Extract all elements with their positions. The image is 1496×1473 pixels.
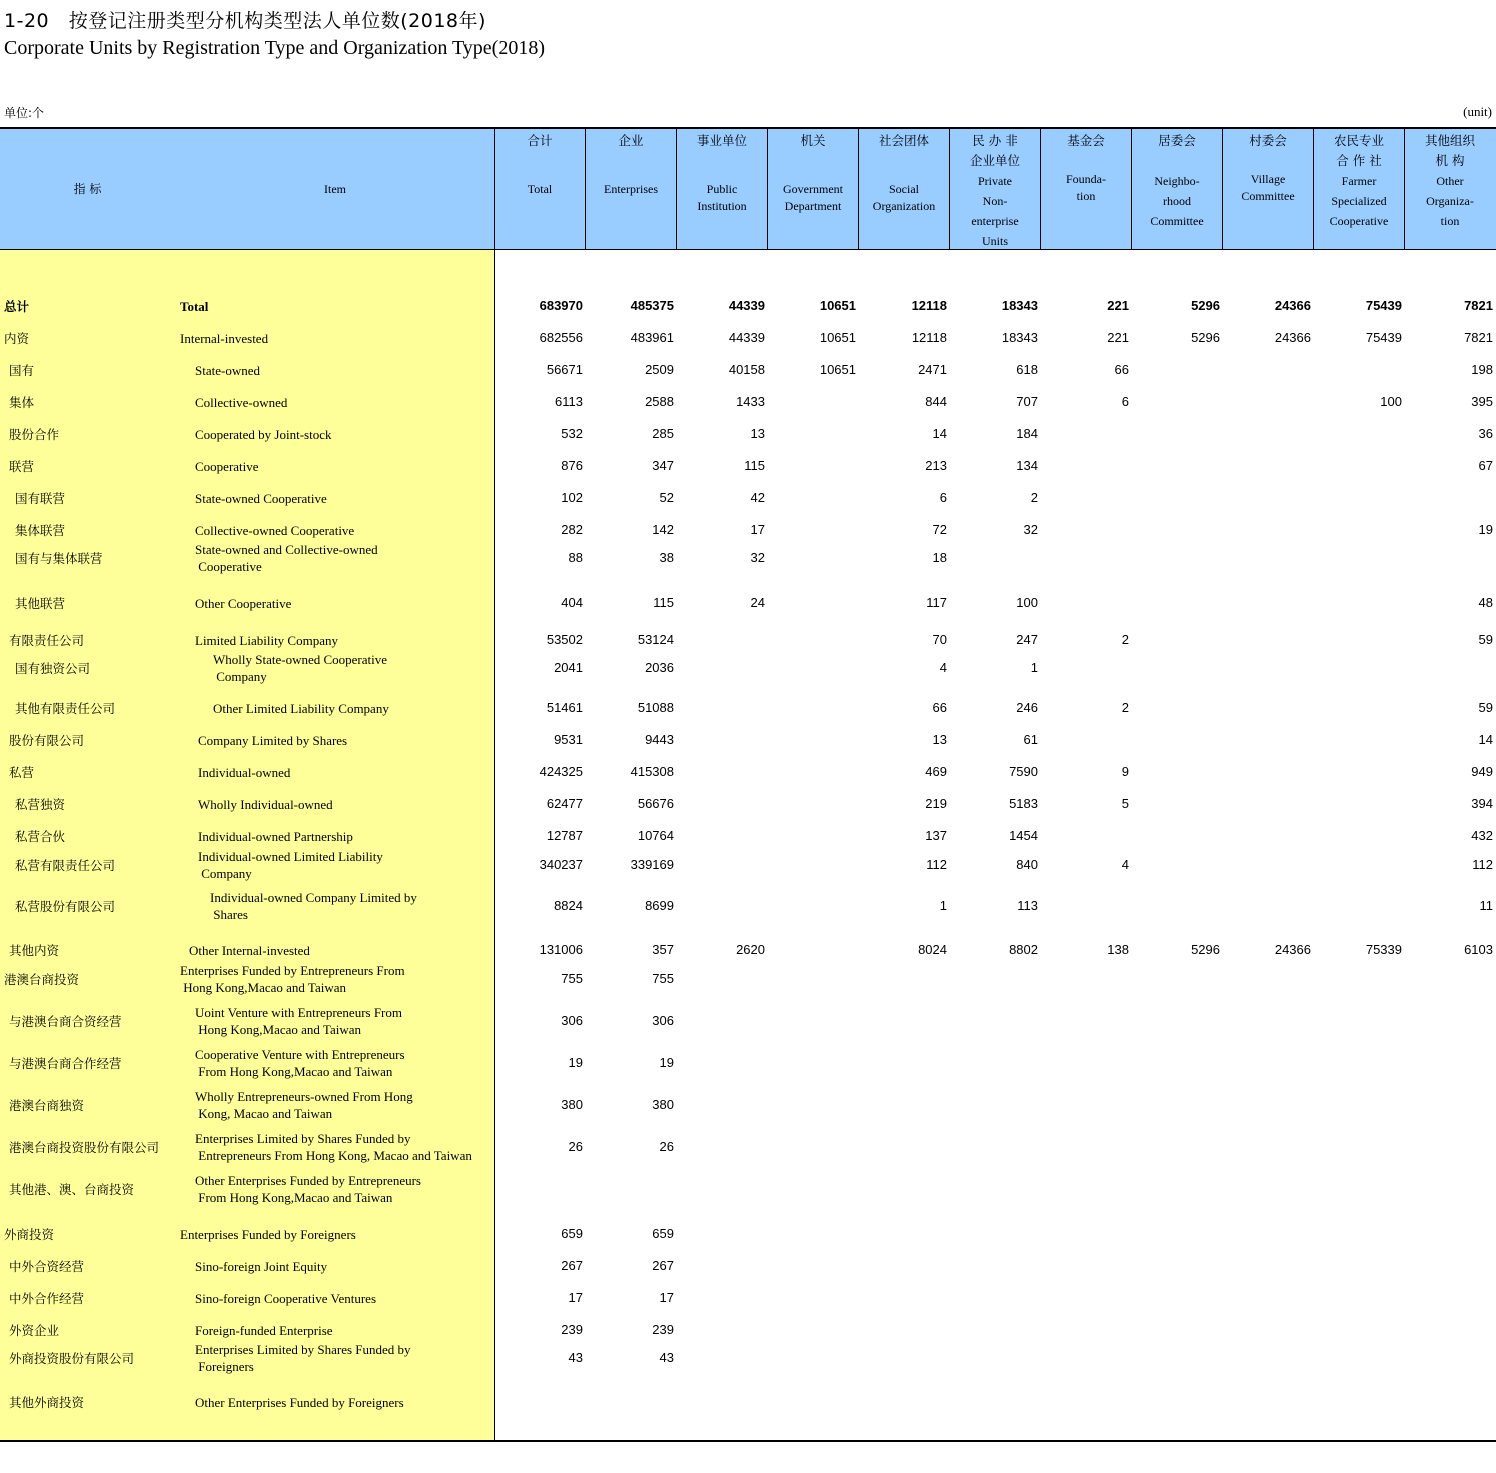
header-col-en: Village Committee: [1241, 172, 1295, 203]
cell-value: 48: [1478, 595, 1493, 610]
cell-value: 9531: [554, 732, 583, 747]
row-label-en: Other Internal-invested: [189, 943, 310, 958]
row-label-cn: 港澳台商投资股份有限公司: [9, 1140, 160, 1155]
row-label-cn: 中外合作经营: [9, 1291, 85, 1306]
data-table: [0, 127, 1496, 1442]
row-label-en: Sino-foreign Cooperative Ventures: [195, 1291, 376, 1306]
row-label-cn: 其他外商投资: [9, 1395, 85, 1410]
cell-value: 10651: [819, 362, 856, 377]
row-label-cn: 联营: [9, 459, 35, 474]
cell-value: 844: [925, 394, 947, 409]
cell-value: 2041: [554, 660, 583, 675]
cell-value: 12787: [546, 828, 583, 843]
cell-value: 59: [1478, 632, 1493, 647]
row-label-en: State-owned: [195, 363, 260, 378]
cell-value: 43: [568, 1350, 583, 1365]
cell-value: 618: [1016, 362, 1038, 377]
cell-value: 17: [750, 522, 765, 537]
cell-value: 247: [1016, 632, 1038, 647]
row-label-en: Limited Liability Company: [195, 633, 338, 648]
header-col-en: Farmer Specialized Cooperative: [1329, 174, 1389, 228]
row-label-en: Uoint Venture with Entrepreneurs From Hong Kong,Macao and Taiwan: [195, 1005, 402, 1037]
header-col-cn: 基金会: [1067, 133, 1105, 148]
cell-value: 267: [652, 1258, 674, 1273]
cell-value: 138: [1107, 942, 1129, 957]
header-col-cn: 民 办 非 企业单位: [969, 133, 1020, 168]
cell-value: 24366: [1274, 298, 1311, 313]
cell-value: 5296: [1191, 298, 1220, 313]
cell-value: 14: [1478, 732, 1493, 747]
row-label-en: Wholly Individual-owned: [198, 797, 333, 812]
row-label-cn: 私营: [9, 765, 35, 780]
cell-value: 707: [1016, 394, 1038, 409]
header-col-cn: 事业单位: [696, 133, 747, 148]
cell-value: 32: [750, 550, 765, 565]
cell-value: 18343: [1001, 298, 1038, 313]
cell-value: 219: [925, 796, 947, 811]
cell-value: 32: [1023, 522, 1038, 537]
cell-value: 483961: [630, 330, 674, 345]
cell-value: 131006: [539, 942, 583, 957]
cell-value: 43: [659, 1350, 674, 1365]
row-label-en: Wholly State-owned Cooperative Company: [213, 652, 388, 684]
header-col-9: [1222, 129, 1313, 249]
header-col-4: [767, 129, 858, 249]
cell-value: 75339: [1365, 942, 1402, 957]
row-label-en: State-owned and Collective-owned Cooperative: [195, 542, 378, 574]
table-header: [0, 129, 1496, 250]
row-label-en: Individual-owned Company Limited by Shares: [210, 890, 417, 922]
cell-value: 682556: [539, 330, 583, 345]
row-label-en: Individual-owned Partnership: [198, 829, 353, 844]
cell-value: 53502: [546, 632, 583, 647]
row-label-en: State-owned Cooperative: [195, 491, 327, 506]
cell-value: 112: [926, 857, 947, 872]
row-label-en: Enterprises Limited by Shares Funded by Foreigners: [195, 1342, 411, 1374]
row-label-cn: 港澳台商独资: [9, 1098, 85, 1113]
cell-value: 5: [1121, 796, 1129, 811]
cell-value: 395: [1471, 394, 1493, 409]
cell-value: 26: [659, 1139, 674, 1154]
cell-value: 2471: [918, 362, 947, 377]
header-col-10: [1313, 129, 1404, 249]
cell-value: 755: [652, 971, 674, 986]
row-label-cn: 私营独资: [15, 797, 66, 812]
cell-value: 306: [652, 1013, 674, 1028]
cell-value: 5296: [1191, 942, 1220, 957]
header-col-7: [1040, 129, 1131, 249]
cell-value: 7821: [1464, 330, 1493, 345]
cell-value: 12118: [911, 298, 947, 313]
header-col-cn: 机关: [800, 133, 826, 148]
cell-value: 88: [568, 550, 583, 565]
cell-value: 18: [932, 550, 947, 565]
row-label-cn: 外商投资: [4, 1227, 55, 1242]
cell-value: 6: [1121, 394, 1129, 409]
header-col-en: Enterprises: [604, 182, 658, 196]
row-label-cn: 有限责任公司: [9, 633, 85, 648]
cell-value: 44339: [728, 298, 765, 313]
header-col-5: [858, 129, 949, 249]
row-label-cn: 中外合资经营: [9, 1259, 85, 1274]
cell-value: 10764: [637, 828, 674, 843]
cell-value: 113: [1017, 898, 1038, 913]
cell-value: 12118: [911, 330, 947, 345]
column-divider: [494, 250, 495, 1440]
cell-value: 282: [561, 522, 583, 537]
cell-value: 59: [1478, 700, 1493, 715]
cell-value: 424325: [539, 764, 583, 779]
header-col-11: [1404, 129, 1495, 249]
row-label-en: Sino-foreign Joint Equity: [195, 1259, 328, 1274]
header-item-en: Item: [324, 182, 346, 196]
cell-value: 137: [925, 828, 947, 843]
cell-value: 112: [1472, 857, 1493, 872]
cell-value: 4: [939, 660, 947, 675]
cell-value: 213: [925, 458, 947, 473]
row-label-en: Wholly Entrepreneurs-owned From Hong Kong, Macao and Taiwan: [195, 1089, 413, 1121]
cell-value: 221: [1107, 298, 1129, 313]
cell-value: 18343: [1001, 330, 1038, 345]
cell-value: 659: [652, 1226, 674, 1241]
cell-value: 56671: [546, 362, 583, 377]
cell-value: 8802: [1009, 942, 1038, 957]
row-label-cn: 私营股份有限公司: [15, 899, 116, 914]
cell-value: 394: [1471, 796, 1493, 811]
cell-value: 840: [1016, 857, 1038, 872]
cell-value: 1454: [1009, 828, 1038, 843]
row-label-cn: 外资企业: [9, 1323, 60, 1338]
cell-value: 142: [652, 522, 674, 537]
cell-value: 75439: [1365, 298, 1402, 313]
cell-value: 52: [659, 490, 674, 505]
cell-value: 683970: [539, 298, 583, 313]
cell-value: 340237: [539, 857, 583, 872]
cell-value: 755: [561, 971, 583, 986]
cell-value: 246: [1016, 700, 1038, 715]
row-label-cn: 其他有限责任公司: [15, 701, 116, 716]
cell-value: 239: [652, 1322, 674, 1337]
row-label-cn: 其他联营: [15, 596, 66, 611]
cell-value: 102: [561, 490, 583, 505]
cell-value: 51088: [637, 700, 674, 715]
row-label-en: Enterprises Funded by Entrepreneurs From Hong Kong,Macao and Taiwan: [180, 963, 405, 995]
row-label-cn: 私营有限责任公司: [15, 858, 116, 873]
cell-value: 70: [932, 632, 947, 647]
cell-value: 19: [568, 1055, 583, 1070]
row-label-en: Enterprises Limited by Shares Funded by Entrepreneurs From Hong Kong, Macao and Taiwan: [195, 1131, 472, 1163]
cell-value: 14: [932, 426, 947, 441]
cell-value: 26: [568, 1139, 583, 1154]
row-label-cn: 总计: [4, 299, 30, 314]
row-label-cn: 港澳台商投资: [4, 972, 80, 987]
table-title-en: Corporate Units by Registration Type and Organization Type(2018): [4, 37, 545, 59]
row-label-cn: 国有独资公司: [15, 661, 91, 676]
cell-value: 485375: [630, 298, 674, 313]
cell-value: 2509: [645, 362, 674, 377]
cell-value: 75439: [1365, 330, 1402, 345]
header-col-cn: 合计: [527, 133, 553, 148]
row-label-en: Cooperative: [195, 459, 259, 474]
cell-value: 10651: [819, 330, 856, 345]
cell-value: 8824: [554, 898, 583, 913]
cell-value: 1: [939, 898, 947, 913]
row-label-en: Total: [180, 299, 209, 314]
cell-value: 51461: [546, 700, 583, 715]
header-col-en: Public Institution: [697, 182, 747, 213]
row-label-en: Other Limited Liability Company: [213, 701, 389, 716]
cell-value: 659: [561, 1226, 583, 1241]
row-label-cn: 其他内资: [9, 943, 60, 958]
row-label-cn: 集体: [9, 395, 35, 410]
cell-value: 36: [1478, 426, 1493, 441]
row-label-en: Cooperated by Joint-stock: [195, 427, 332, 442]
cell-value: 10651: [819, 298, 856, 313]
row-label-en: Enterprises Funded by Foreigners: [180, 1227, 356, 1242]
cell-value: 6103: [1464, 942, 1493, 957]
unit-label-en: (unit): [1463, 104, 1492, 119]
cell-value: 13: [750, 426, 765, 441]
cell-value: 53124: [637, 632, 674, 647]
cell-value: 117: [926, 595, 947, 610]
cell-value: 6: [939, 490, 947, 505]
cell-value: 19: [1478, 522, 1493, 537]
cell-value: 347: [652, 458, 674, 473]
cell-value: 7821: [1464, 298, 1493, 313]
row-label-cn: 国有联营: [15, 491, 66, 506]
cell-value: 38: [659, 550, 674, 565]
cell-value: 339169: [630, 857, 674, 872]
row-label-en: Cooperative Venture with Entrepreneurs From Hong Kong,Macao and Taiwan: [195, 1047, 405, 1079]
cell-value: 306: [561, 1013, 583, 1028]
cell-value: 4: [1121, 857, 1129, 872]
cell-value: 285: [652, 426, 674, 441]
header-col-cn: 社会团体: [878, 133, 929, 148]
cell-value: 1: [1030, 660, 1038, 675]
cell-value: 56676: [637, 796, 674, 811]
row-label-en: Collective-owned: [195, 395, 288, 410]
cell-value: 380: [561, 1097, 583, 1112]
header-col-3: [676, 129, 767, 249]
row-label-cn: 与港澳台商合作经营: [9, 1056, 122, 1071]
cell-value: 19: [659, 1055, 674, 1070]
cell-value: 184: [1016, 426, 1038, 441]
header-col-cn: 其他组织 机 构: [1424, 133, 1475, 168]
header-col-en: Founda- tion: [1066, 172, 1106, 203]
header-col-cn: 农民专业 合 作 社: [1333, 133, 1384, 168]
cell-value: 949: [1471, 764, 1493, 779]
cell-value: 1433: [736, 394, 765, 409]
row-label-cn: 外商投资股份有限公司: [9, 1351, 135, 1366]
cell-value: 17: [568, 1290, 583, 1305]
cell-value: 61: [1023, 732, 1038, 747]
header-col-en: Neighbo- rhood Committee: [1150, 174, 1204, 228]
cell-value: 5296: [1191, 330, 1220, 345]
cell-value: 239: [561, 1322, 583, 1337]
header-col-6: [949, 129, 1040, 249]
row-label-en: Company Limited by Shares: [198, 733, 348, 748]
cell-value: 42: [750, 490, 765, 505]
header-col-en: Total: [527, 182, 553, 196]
header-col-en: Other Organiza- tion: [1426, 174, 1474, 228]
cell-value: 62477: [546, 796, 583, 811]
cell-value: 432: [1471, 828, 1493, 843]
header-col-cn: 村委会: [1249, 133, 1287, 148]
cell-value: 8699: [645, 898, 674, 913]
row-label-cn: 与港澳台商合资经营: [9, 1014, 122, 1029]
row-label-en: Individual-owned Limited Liability Company: [198, 849, 383, 881]
cell-value: 67: [1478, 458, 1493, 473]
cell-value: 532: [561, 426, 583, 441]
cell-value: 9: [1121, 764, 1129, 779]
cell-value: 6113: [555, 394, 583, 409]
cell-value: 2: [1030, 490, 1038, 505]
header-col-en: Private Non- enterprise Units: [971, 174, 1019, 248]
cell-value: 221: [1107, 330, 1129, 345]
row-label-cn: 国有: [9, 363, 35, 378]
row-label-cn: 股份合作: [9, 427, 60, 442]
cell-value: 2620: [736, 942, 765, 957]
cell-value: 380: [652, 1097, 674, 1112]
table-title-cn: 1-20 按登记注册类型分机构类型法人单位数(2018年): [4, 10, 486, 32]
cell-value: 44339: [728, 330, 765, 345]
cell-value: 415308: [630, 764, 674, 779]
row-label-cn: 集体联营: [15, 523, 66, 538]
cell-value: 2: [1121, 700, 1129, 715]
cell-value: 469: [925, 764, 947, 779]
cell-value: 11: [1479, 898, 1493, 913]
cell-value: 40158: [728, 362, 765, 377]
row-label-en: Other Enterprises Funded by Entrepreneurs From Hong Kong,Macao and Taiwan: [195, 1173, 421, 1205]
cell-value: 72: [932, 522, 947, 537]
cell-value: 13: [932, 732, 947, 747]
cell-value: 357: [652, 942, 674, 957]
cell-value: 100: [1380, 394, 1402, 409]
header-col-8: [1131, 129, 1222, 249]
header-indicator-cn: 指 标: [73, 182, 102, 196]
header-col-en: Social Organization: [872, 182, 936, 213]
row-label-cn: 股份有限公司: [9, 733, 85, 748]
header-col-1: [494, 129, 585, 249]
row-label-cn: 内资: [4, 331, 30, 346]
cell-value: 5183: [1009, 796, 1038, 811]
cell-value: 7590: [1009, 764, 1038, 779]
cell-value: 24366: [1274, 330, 1311, 345]
cell-value: 134: [1016, 458, 1038, 473]
row-label-en: Collective-owned Cooperative: [195, 523, 355, 538]
cell-value: 2588: [645, 394, 674, 409]
cell-value: 267: [561, 1258, 583, 1273]
row-label-cn: 私营合伙: [15, 829, 66, 844]
cell-value: 66: [932, 700, 947, 715]
cell-value: 66: [1114, 362, 1129, 377]
row-label-cn: 其他港、澳、台商投资: [9, 1182, 135, 1197]
header-col-cn: 居委会: [1158, 133, 1196, 148]
row-label-en: Other Enterprises Funded by Foreigners: [195, 1395, 404, 1410]
cell-value: 115: [744, 458, 765, 473]
cell-value: 876: [561, 458, 583, 473]
cell-value: 100: [1016, 595, 1038, 610]
cell-value: 404: [561, 595, 583, 610]
row-label-en: Individual-owned: [198, 765, 291, 780]
row-label-en: Internal-invested: [180, 331, 269, 346]
cell-value: 198: [1471, 362, 1493, 377]
header-col-en: Government Department: [783, 182, 843, 213]
header-col-cn: 企业: [618, 133, 644, 148]
cell-value: 24: [750, 595, 765, 610]
cell-value: 24366: [1274, 942, 1311, 957]
header-col-2: [585, 129, 676, 249]
cell-value: 2: [1121, 632, 1129, 647]
cell-value: 8024: [918, 942, 947, 957]
cell-value: 9443: [645, 732, 674, 747]
row-label-en: Foreign-funded Enterprise: [195, 1323, 333, 1338]
cell-value: 115: [653, 595, 674, 610]
unit-label-cn: 单位:个: [4, 106, 45, 120]
cell-value: 2036: [645, 660, 674, 675]
row-label-cn: 国有与集体联营: [15, 551, 103, 566]
row-label-en: Other Cooperative: [195, 596, 292, 611]
cell-value: 17: [659, 1290, 674, 1305]
